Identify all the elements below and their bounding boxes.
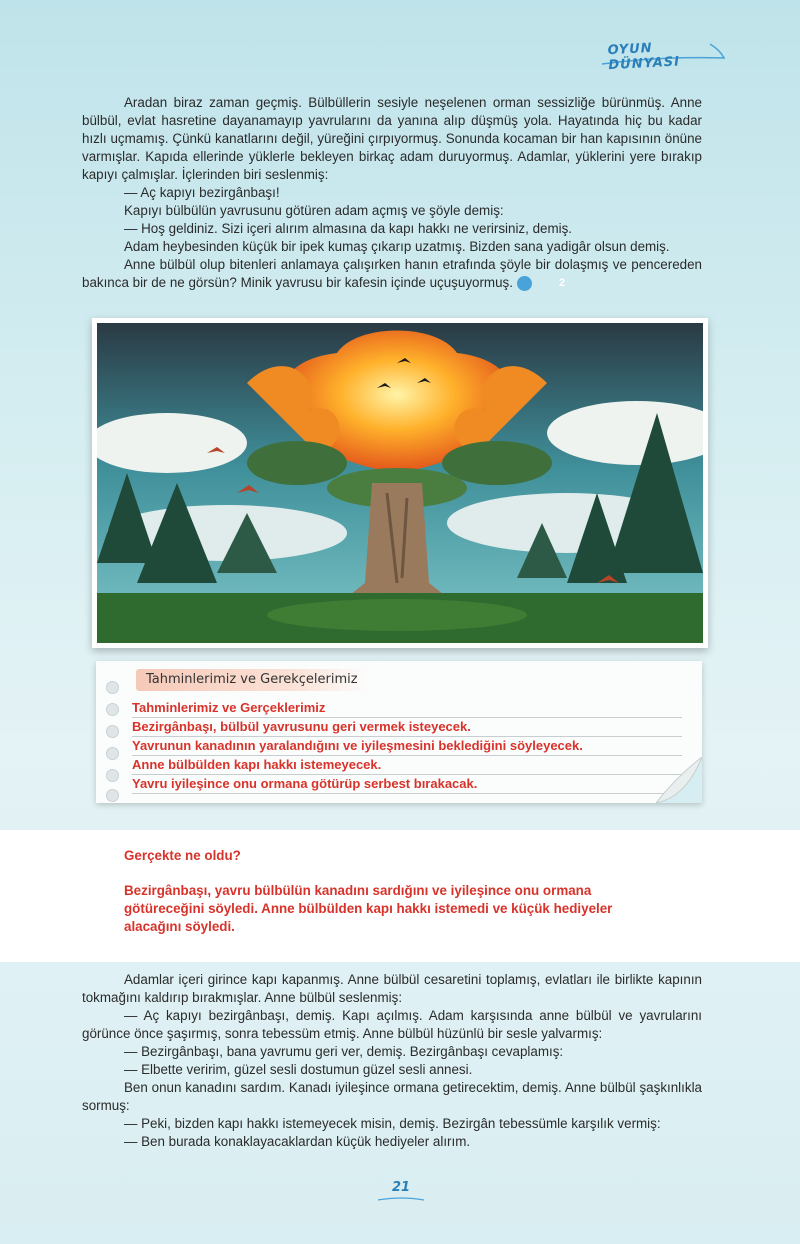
story-paragraph: — Ben burada konaklayacaklardan küçük hediyeler alırım.: [124, 1134, 471, 1149]
page-number-underline: [376, 1196, 426, 1204]
page-curl-icon: [656, 757, 702, 803]
prediction-line: Anne bülbülden kapı hakkı istemeyecek.: [132, 756, 682, 775]
story-paragraph: — Elbette veririm, güzel sesli dostumun güzel sesli annesi.: [124, 1062, 473, 1077]
note-hole: [106, 769, 119, 782]
series-title-tag: [600, 34, 730, 72]
story-paragraph: — Aç kapıyı bezirgânbaşı, demiş. Kapı açılmış. Adam karşısında anne bülbül ve yavrularını görünce önce şaşırmış, sonra tebessüm etmiş. Anne bülbül hüzünlü bir sesle yalvarmış:: [82, 1008, 702, 1041]
predictions-note: [96, 661, 702, 803]
story-paragraph: Aradan biraz zaman geçmiş. Bülbüllerin sesiyle neşelenen orman sessizliğe bürünmüş. Anne bülbül, evlat hasretine dayanamayıp yavrularını da yanına alıp düşmüş yola. Hayatında hiç bu kadar hızlı uçmamış. Çünkü kanatlarını değil, yüreğini çırpıyormuş. Sonunda kocaman bir han kapısının önüne varmışlar. Kapıda ellerinde yüklerle bekleyen birkaç adam duruyormuş. Adamlar, yüklerini yere bırakıp kapıyı çalmışlar. İçlerinden biri seslenmiş:: [82, 95, 702, 182]
story-paragraph-text: Anne bülbül olup bitenleri anlamaya çalışırken hanın etrafında şöyle bir dolaşmış ve pencereden bakınca bir de ne görsün? Minik yavrusu bir kafesin içinde uçuşuyormuş.: [82, 257, 702, 290]
answer-text: Bezirgânbaşı, yavru bülbülün kanadını sardığını ve iyileşince onu ormana götüreceğini söyledi. Anne bülbülden kapı hakkı istemedi ve küçük hediyeler alacağını söyledi.: [124, 883, 613, 934]
story-paragraph: — Peki, bizden kapı hakkı istemeyecek misin, demiş. Bezirgân tebessümle karşılık vermiş:: [124, 1116, 661, 1131]
page-number-text: 21: [391, 1180, 411, 1195]
prediction-line: Tahminlerimiz ve Gerçeklerimiz: [132, 699, 682, 718]
illustration-art: [97, 323, 703, 643]
story-paragraph-last: [82, 256, 702, 292]
note-hole: [106, 747, 119, 760]
story-paragraph: — Bezirgânbaşı, bana yavrumu geri ver, demiş. Bezirgânbaşı cevaplamış:: [124, 1044, 564, 1059]
prediction-line: Yavrunun kanadının yaralandığını ve iyileşmesini beklediğini söyleyecek.: [132, 737, 682, 756]
story-paragraph: Ben onun kanadını sardım. Kanadı iyileşince ormana getirecektim, demiş. Anne bülbül şaşkınlıkla sormuş:: [82, 1080, 702, 1113]
note-hole: [106, 789, 119, 802]
answer-question: Gerçekte ne oldu?: [124, 848, 241, 863]
prediction-line: Bezirgânbaşı, bülbül yavrusunu geri vermek isteyecek.: [132, 718, 682, 737]
story-part-2: [82, 971, 702, 1151]
predictions-list: [132, 699, 682, 794]
story-paragraph: Adamlar içeri girince kapı kapanmış. Anne bülbül cesaretini toplamış, evlatları ile birlikte kapının tokmağını kaldırıp bırakmışlar. Anne bülbül seslenmiş:: [82, 972, 702, 1005]
page-number: [376, 1178, 426, 1204]
burning-tree-illustration: [92, 318, 708, 648]
series-title: OYUN DÜNYASI: [607, 40, 681, 74]
story-paragraph: — Hoş geldiniz. Sizi içeri alırım almasına da kapı hakkı ne verirsiniz, demiş.: [124, 221, 573, 236]
note-hole: [106, 681, 119, 694]
story-paragraph: Kapıyı bülbülün yavrusunu götüren adam açmış ve şöyle demiş:: [124, 203, 504, 218]
story-part-1: [82, 94, 702, 292]
story-paragraph: — Aç kapıyı bezirgânbaşı!: [124, 185, 280, 200]
question-number-badge: 2: [517, 276, 532, 291]
prediction-line: Yavru iyileşince onu ormana götürüp serbest bırakacak.: [132, 775, 682, 794]
note-hole: [106, 725, 119, 738]
story-paragraph: Adam heybesinden küçük bir ipek kumaş çıkarıp uzatmış. Bizden sana yadigâr olsun demiş.: [124, 239, 670, 254]
note-hole: [106, 703, 119, 716]
predictions-tab-title: Tahminlerimiz ve Gerekçelerimiz: [136, 669, 368, 691]
